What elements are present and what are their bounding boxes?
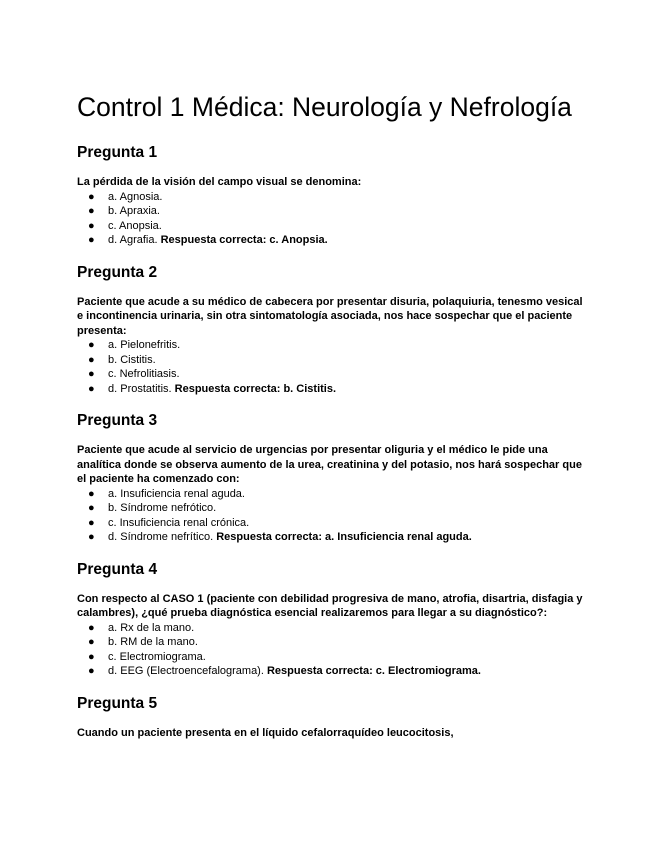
bullet-icon: ● xyxy=(88,353,95,366)
question-3 xyxy=(77,412,587,545)
question-5 xyxy=(77,695,587,741)
option-label: c. Nefrolitiasis. xyxy=(108,368,180,380)
option-item xyxy=(77,635,587,650)
bullet-icon: ● xyxy=(88,205,95,217)
question-heading: Pregunta 4 xyxy=(77,560,158,578)
bullet-icon: ● xyxy=(88,531,95,543)
correct-answer: Respuesta correcta: c. Anopsia. xyxy=(160,234,328,246)
question-text: Paciente que acude a su médico de cabecera por presentar disuria, polaquiuria, tenesmo vesical e incontinencia urinaria, sin otra sintomatología asociada, nos hace sospechar que el paciente presenta: xyxy=(77,295,583,337)
bullet-icon: ● xyxy=(88,516,95,529)
bullet-icon: ● xyxy=(88,368,95,380)
option-label: c. Insuficiencia renal crónica. xyxy=(108,516,250,529)
question-heading: Pregunta 5 xyxy=(77,694,158,712)
bullet-icon: ● xyxy=(88,621,95,634)
options-list xyxy=(77,338,587,396)
question-heading: Pregunta 1 xyxy=(77,144,158,161)
option-label: a. Pielonefritis. xyxy=(108,339,181,351)
option-item xyxy=(77,338,587,353)
bullet-icon: ● xyxy=(88,339,95,351)
bullet-icon: ● xyxy=(88,487,95,500)
option-item xyxy=(77,650,587,665)
option-label: a. Agnosia. xyxy=(108,190,163,203)
option-item xyxy=(77,353,587,368)
options-list xyxy=(77,190,587,248)
bullet-icon: ● xyxy=(88,234,95,246)
option-item xyxy=(77,621,587,636)
option-item xyxy=(77,516,587,531)
option-item xyxy=(77,190,587,205)
option-label: c. Electromiograma. xyxy=(108,650,206,663)
option-item xyxy=(77,204,587,219)
question-text: Cuando un paciente presenta en el líquido cefalorraquídeo leucocitosis, xyxy=(77,726,454,739)
question-heading: Pregunta 3 xyxy=(77,412,158,429)
option-label: a. Rx de la mano. xyxy=(108,621,195,634)
option-item xyxy=(77,382,587,397)
question-heading: Pregunta 2 xyxy=(77,263,158,281)
option-item xyxy=(77,664,587,679)
option-label: b. Cistitis. xyxy=(108,353,156,366)
correct-answer: Respuesta correcta: a. Insuficiencia renal aguda. xyxy=(216,531,472,543)
options-list xyxy=(77,487,587,545)
option-item xyxy=(77,219,587,234)
question-1 xyxy=(77,144,587,248)
question-2 xyxy=(77,264,587,397)
option-item xyxy=(77,530,587,545)
option-label: d. Prostatitis. xyxy=(108,382,172,395)
correct-answer: Respuesta correcta: c. Electromiograma. xyxy=(266,665,481,677)
bullet-icon: ● xyxy=(88,502,95,514)
bullet-icon: ● xyxy=(88,636,95,648)
document-page xyxy=(77,90,587,740)
page-title: Control 1 Médica: Neurología y Nefrología xyxy=(77,92,572,122)
question-text: La pérdida de la visión del campo visual se denomina: xyxy=(77,176,362,188)
option-label: d. Agrafia. xyxy=(108,234,158,246)
option-item xyxy=(77,367,587,382)
option-item xyxy=(77,487,587,502)
option-label: d. Síndrome nefrítico. xyxy=(108,531,214,543)
bullet-icon: ● xyxy=(88,382,95,395)
bullet-icon: ● xyxy=(88,190,95,203)
bullet-icon: ● xyxy=(88,219,95,232)
option-label: d. EEG (Electroencefalograma). xyxy=(108,665,264,677)
question-text: Paciente que acude al servicio de urgencias por presentar oliguria y el médico le pide una analítica donde se observa aumento de la urea, creatinina y del potasio, nos hará sospechar que el paciente ha comenzado con: xyxy=(77,444,582,485)
correct-answer: Respuesta correcta: b. Cistitis. xyxy=(174,382,337,395)
bullet-icon: ● xyxy=(88,650,95,663)
option-item xyxy=(77,233,587,248)
option-label: b. Apraxia. xyxy=(108,205,160,217)
option-label: c. Anopsia. xyxy=(108,219,162,232)
option-item xyxy=(77,501,587,516)
question-4 xyxy=(77,561,587,679)
options-list xyxy=(77,621,587,679)
option-label: b. Síndrome nefrótico. xyxy=(108,502,217,514)
option-label: b. RM de la mano. xyxy=(108,636,198,648)
question-text: Con respecto al CASO 1 (paciente con debilidad progresiva de mano, atrofia, disartria, disfagia y calambres), ¿qué prueba diagnóstica esencial realizaremos para llegar a su diagnóstico?: xyxy=(77,592,583,619)
option-label: a. Insuficiencia renal aguda. xyxy=(108,487,245,500)
bullet-icon: ● xyxy=(88,665,95,677)
